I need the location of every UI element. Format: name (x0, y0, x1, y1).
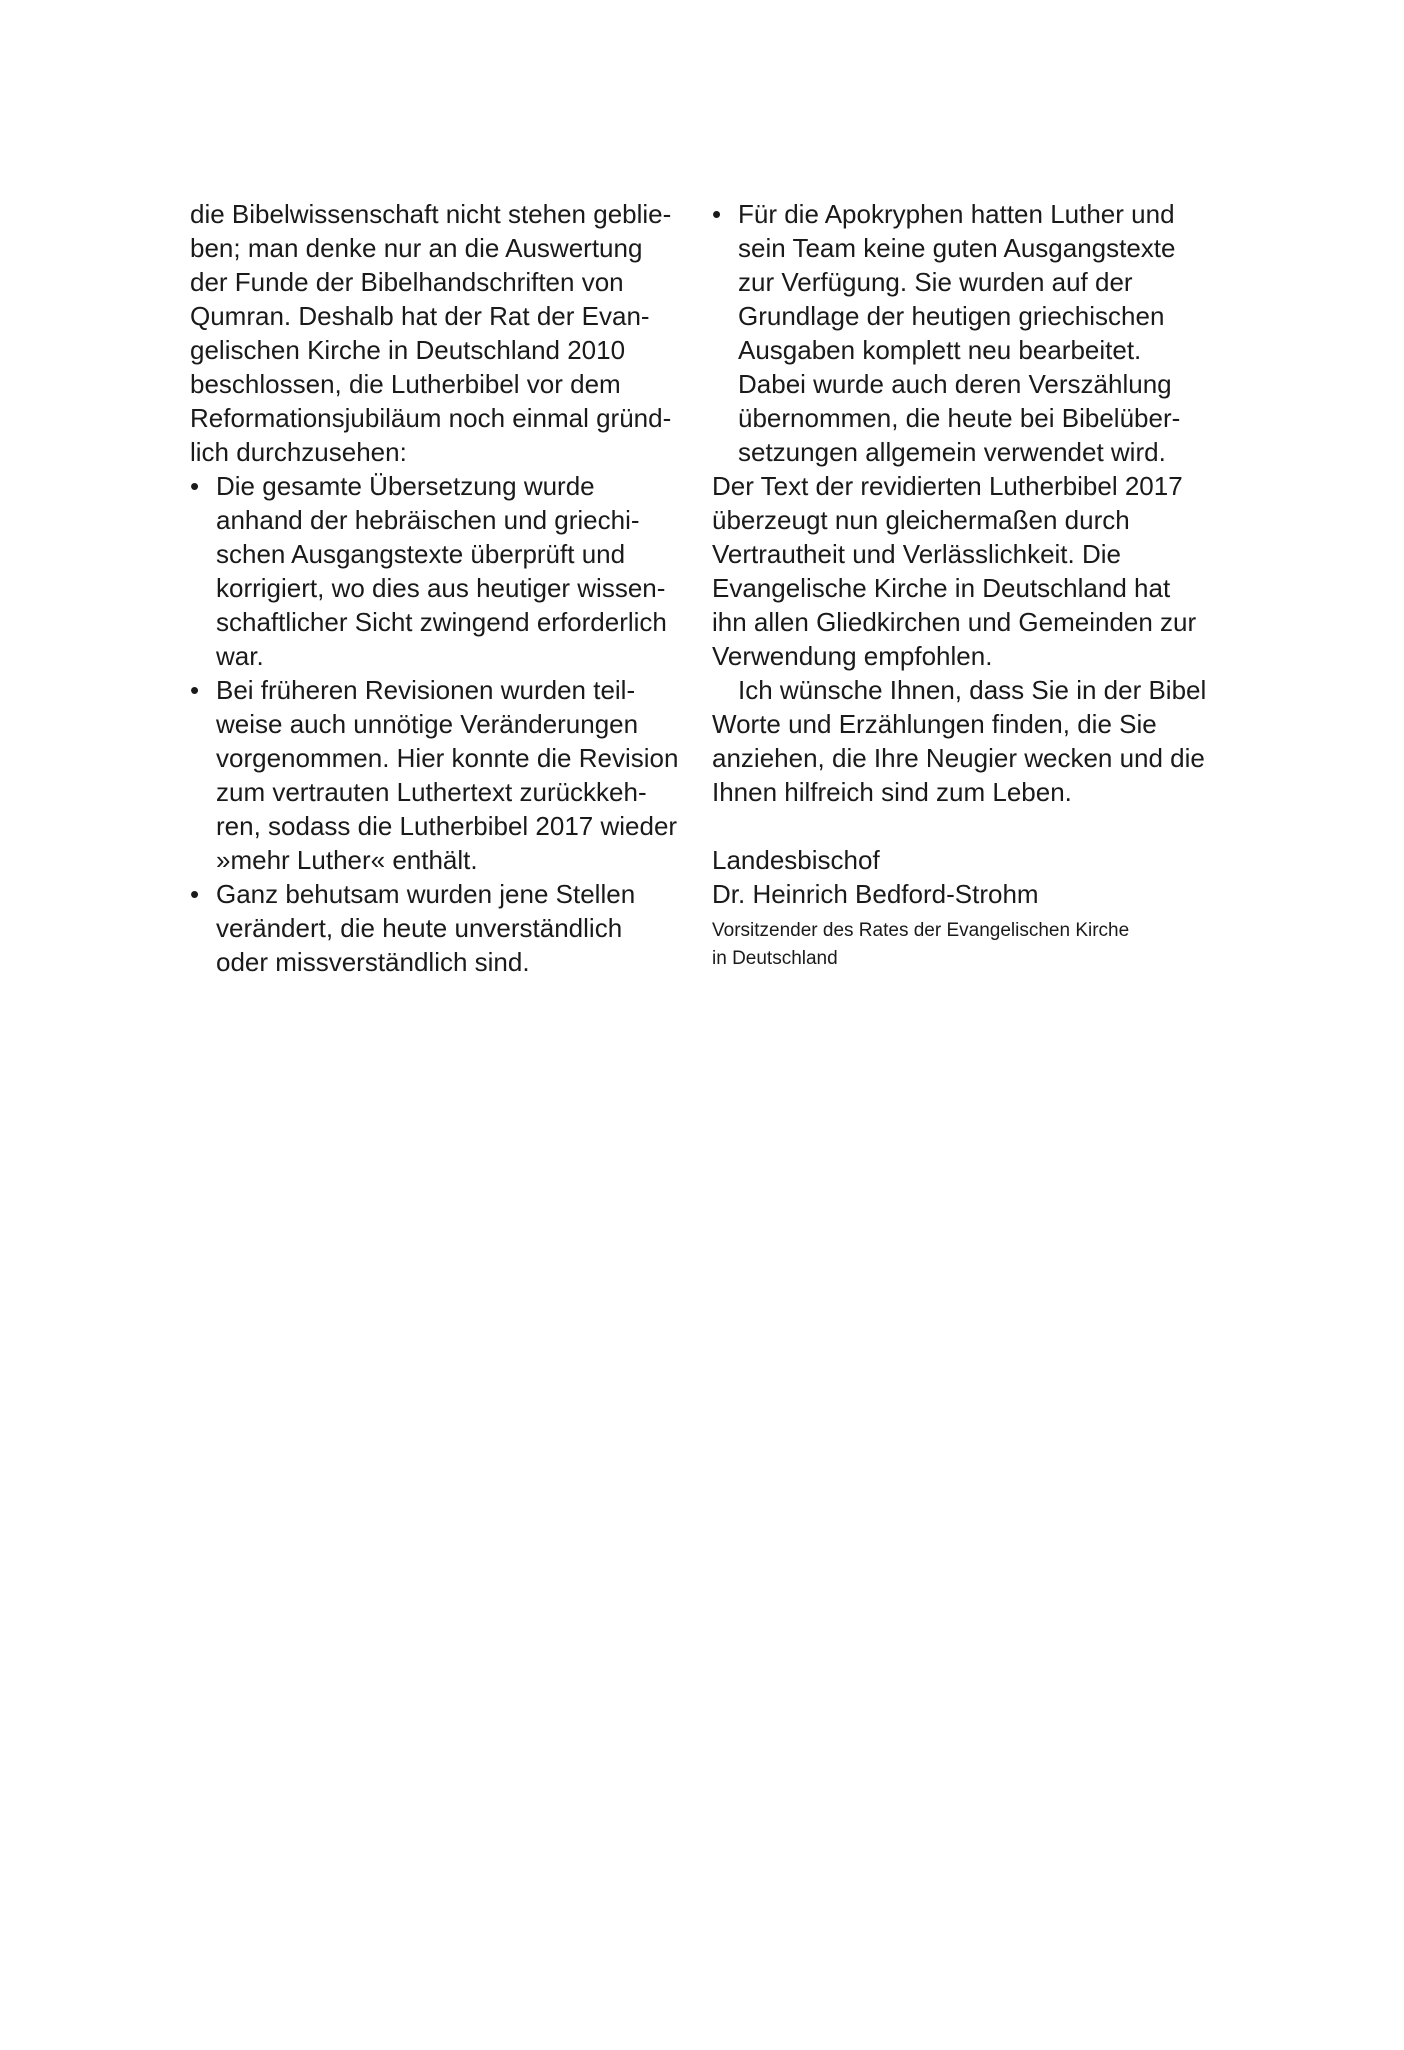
bullet-line: Dabei wurde auch deren Verszählung (738, 369, 1172, 399)
paragraph-line: anziehen, die Ihre Neugier wecken und die (712, 743, 1205, 773)
bullet-line: zum vertrauten Luthertext zurückkeh- (216, 777, 647, 807)
bullet-line: zur Verfügung. Sie wurden auf der (738, 267, 1133, 297)
bullet-line: • Ganz behutsam wurden jene Stellen (190, 879, 636, 909)
right-column (712, 197, 1222, 973)
paragraph-line: Ich wünsche Ihnen, dass Sie in der Bibel (738, 675, 1207, 705)
intro-line: gelischen Kirche in Deutschland 2010 (190, 335, 626, 365)
signature-block (712, 843, 1222, 973)
bullet-line: schen Ausgangstexte überprüft und (216, 539, 626, 569)
bullet-line: übernommen, die heute bei Bibelüber- (738, 403, 1181, 433)
intro-line: der Funde der Bibelhandschriften von (190, 267, 624, 297)
paragraph-line: Evangelische Kirche in Deutschland hat (712, 573, 1171, 603)
bullet-icon: • (190, 675, 200, 705)
spacer (712, 809, 1222, 843)
left-column (190, 197, 700, 979)
intro-line: beschlossen, die Lutherbibel vor dem (190, 369, 621, 399)
paragraph-1 (712, 469, 1222, 673)
bullet-line: sein Team keine guten Ausgangstexte (738, 233, 1176, 263)
paragraph-line: Worte und Erzählungen finden, die Sie (712, 709, 1157, 739)
paragraph-line: ihn allen Gliedkirchen und Gemeinden zur (712, 607, 1197, 637)
paragraph-line: Vertrautheit und Verlässlichkeit. Die (712, 539, 1121, 569)
intro-line: die Bibelwissenschaft nicht stehen geblie- (190, 199, 672, 229)
paragraph-line: Der Text der revidierten Lutherbibel 2017 (712, 471, 1183, 501)
paragraph-line: Ihnen hilfreich sind zum Leben. (712, 777, 1072, 807)
bullet-line: vorgenommen. Hier konnte die Revision (216, 743, 679, 773)
bullet-line: • Für die Apokryphen hatten Luther und (712, 199, 1175, 229)
bullet-line: • Die gesamte Übersetzung wurde (190, 471, 595, 501)
bullet-line: Grundlage der heutigen griechischen (738, 301, 1165, 331)
bullet-line: »mehr Luther« enthält. (216, 845, 478, 875)
signature-title: Landesbischof (712, 845, 880, 875)
bullet-icon: • (712, 199, 722, 229)
bullet-line: korrigiert, wo dies aus heutiger wissen- (216, 573, 666, 603)
bullet-item-1 (190, 469, 700, 673)
paragraph-line: Verwendung empfohlen. (712, 641, 993, 671)
bullet-line: war. (216, 641, 264, 671)
bullet-item-3 (190, 877, 700, 979)
bullet-line: Ausgaben komplett neu bearbeitet. (738, 335, 1142, 365)
bullet-line: schaftlicher Sicht zwingend erforderlich (216, 607, 667, 637)
signature-role: Vorsitzender des Rates der Evangelischen Kirche (712, 920, 1130, 941)
intro-line: Reformationsjubiläum noch einmal gründ- (190, 403, 672, 433)
intro-line: ben; man denke nur an die Auswertung (190, 233, 643, 263)
bullet-icon: • (190, 471, 200, 501)
bullet-line: anhand der hebräischen und griechi- (216, 505, 640, 535)
paragraph-2 (712, 673, 1222, 809)
bullet-line: verändert, die heute unverständlich (216, 913, 623, 943)
bullet-line: setzungen allgemein verwendet wird. (738, 437, 1166, 467)
bullet-line: • Bei früheren Revisionen wurden teil- (190, 675, 636, 705)
bullet-line: weise auch unnötige Veränderungen (216, 709, 639, 739)
bullet-line: oder missverständlich sind. (216, 947, 530, 977)
intro-line: lich durchzusehen: (190, 437, 407, 467)
signature-name: Dr. Heinrich Bedford-Strohm (712, 879, 1039, 909)
intro-line: Qumran. Deshalb hat der Rat der Evan- (190, 301, 650, 331)
signature-role: in Deutschland (712, 948, 838, 969)
bullet-item-2 (190, 673, 700, 877)
bullet-line: ren, sodass die Lutherbibel 2017 wieder (216, 811, 678, 841)
bullet-icon: • (190, 879, 200, 909)
paragraph-line: überzeugt nun gleichermaßen durch (712, 505, 1130, 535)
bullet-item-4 (712, 197, 1222, 469)
